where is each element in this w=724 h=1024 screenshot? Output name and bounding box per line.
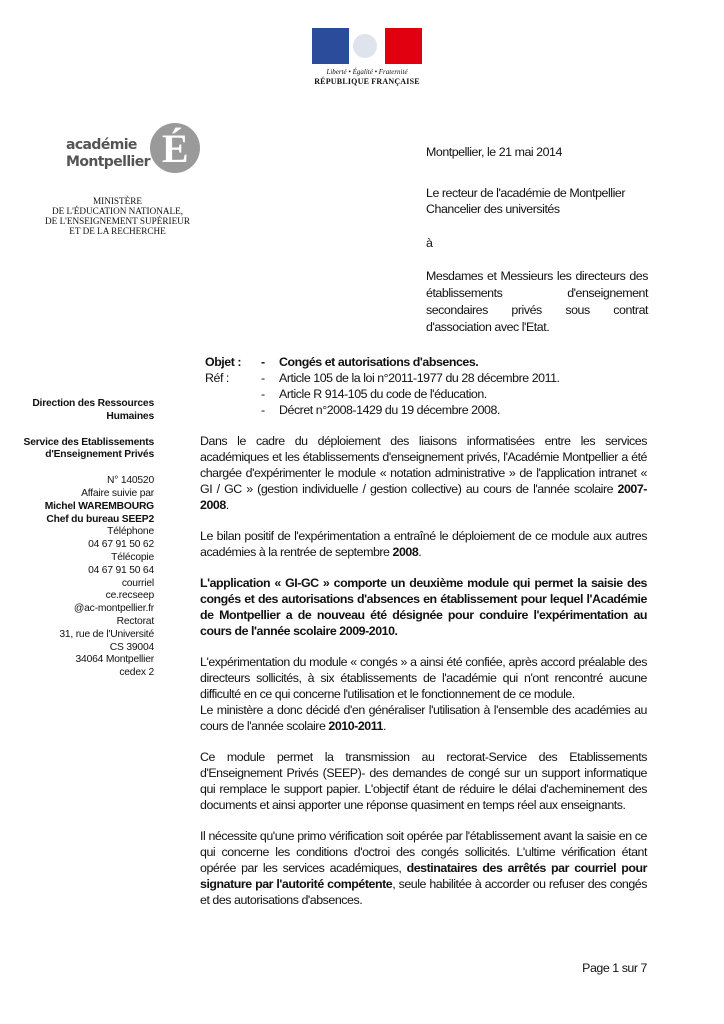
place-date: Montpellier, le 21 mai 2014	[426, 145, 562, 159]
objet: Congés et autorisations d'absences.	[279, 355, 479, 369]
ministry-line: ET DE LA RECHERCHE	[69, 226, 166, 236]
contact-title: Chef du bureau SEEP2	[46, 513, 154, 525]
email[interactable]: ce.recseep	[105, 590, 154, 602]
reference-number: N° 140520	[107, 475, 154, 487]
letter-body	[200, 354, 647, 908]
contact-name: Michel WAREMBOURG	[44, 500, 154, 512]
paragraph-6	[200, 828, 647, 908]
dash: -	[261, 403, 265, 417]
year: 2010-2011	[328, 719, 383, 733]
text: .	[225, 498, 229, 512]
year: 2008	[392, 545, 419, 559]
service: d'Enseignement Privés	[45, 449, 154, 461]
reference: Article 105 de la loi n°2011-1977 du 28 décembre 2011.	[279, 371, 560, 385]
contact-line: Télécopie	[111, 551, 154, 563]
address-line: Rectorat	[116, 615, 154, 627]
phone: 04 67 91 50 62	[88, 539, 154, 551]
republic-name: RÉPUBLIQUE FRANÇAISE	[314, 77, 420, 86]
reference: Article R 914-105 du code de l'éducation.	[279, 387, 487, 401]
sender-line: Le recteur de l'académie de Montpellier	[426, 186, 626, 200]
direction: Humaines	[106, 410, 154, 422]
service: Service des Etablissements	[23, 436, 154, 448]
recipient-block	[426, 144, 648, 336]
paragraph-2	[200, 528, 647, 560]
to: à	[426, 236, 433, 250]
academie-montpellier-logo: académie Montpellier É	[66, 115, 200, 187]
page-number: Page 1 sur 7	[582, 961, 647, 975]
text: .	[418, 545, 422, 559]
fax: 04 67 91 50 64	[88, 564, 154, 576]
text: .	[382, 719, 386, 733]
text: destinataires des arrêtés par courriel pour signature par l'autorité compétente	[200, 861, 648, 891]
ministry-line: DE L'ENSEIGNEMENT SUPÉRIEUR	[45, 216, 190, 226]
ministry-name	[40, 196, 195, 236]
republique-francaise-logo	[312, 28, 422, 92]
paragraph-1	[200, 433, 647, 513]
ministry-line: DE L'ÉDUCATION NATIONALE,	[51, 206, 184, 216]
paragraph-5: Ce module permet la transmission au rectorat-Service des Etablissements d'Enseignement Privés (SEEP)- des demandes de congé sur un support informatique qui remplace le support papier. L'objectif étant de réduire le délai d'acheminement des documents et ainsi apporter une réponse quasiment en temps réel aux enseignants.	[200, 750, 647, 812]
sender-line: Chancelier des universités	[426, 202, 560, 216]
dash: -	[261, 387, 265, 401]
paragraph-3: L'application « GI-GC » comporte un deuxième module qui permet la saisie des congés et des autorisations d'absences en établissement pour lequel l'Académie de Montpellier a de nouveau été désignée pour conduire l'expérimentation au cours de l'année scolaire 2009-2010.	[200, 576, 647, 638]
addressees: Mesdames et Messieurs les directeurs des établissements d'enseignement secondaires privés sous contrat d'association avec l'Etat.	[426, 269, 648, 334]
address-line: 34064 Montpellier	[75, 654, 154, 666]
text: Il nécessite qu'une primo vérification soit opérée par l'établissement avant la saisie en ce qui concerne les conditions d'octroi des congés sollicités. L'ultime vérification étant opérée par les services académiques,	[200, 829, 647, 875]
text: L'expérimentation du module « congés » a ainsi été confiée, après accord préalable des directeurs sollicités, à six établissements de l'académie qui n'ont rencontré aucune difficulté en ce qui concerne l'utilisation et le fonctionnement de ce module.	[200, 655, 647, 701]
motto: Liberté • Égalité • Fraternité	[326, 68, 408, 76]
direction: Direction des Ressources	[32, 398, 154, 409]
address-line: CS 39004	[109, 641, 154, 653]
address-line: 31, rue de l'Université	[59, 628, 154, 640]
email[interactable]: @ac-montpellier.fr	[73, 603, 154, 615]
contact-line: courriel	[121, 577, 154, 589]
text: Dans le cadre du déploiement des liaisons informatisées entre les services académiques et les établissements d'enseignement privés, l'Académie Montpellier a été chargée d'expérimenter le module « notation administrative » de l'application intranet « GI / GC » (gestion individuelle / gestion collective) au cours de l'année scolaire	[200, 434, 647, 496]
sender	[426, 185, 648, 217]
followed-by: Affaire suivie par	[81, 487, 154, 499]
text: , seule habilitée à accorder ou refuser des congés et des autorisations d'absences.	[200, 877, 647, 907]
reference: Décret n°2008-1429 du 19 décembre 2008.	[279, 403, 500, 417]
text: Le ministère a donc décidé d'en généraliser l'utilisation à l'ensemble des académies au cours de l'année scolaire	[200, 703, 647, 733]
objet-label: Objet :	[205, 355, 242, 369]
subject-block	[200, 354, 647, 418]
ref-label: Réf :	[205, 371, 229, 385]
dash: -	[261, 355, 265, 369]
text: Le bilan positif de l'expérimentation a entraîné le déploiement de ce module aux autres académies à la rentrée de septembre	[200, 529, 647, 559]
year: 2007-2008	[200, 482, 647, 512]
contact-line: Téléphone	[107, 526, 154, 538]
dash: -	[261, 371, 265, 385]
marianne-flag-icon	[312, 28, 422, 64]
address-line: cedex 2	[119, 667, 154, 679]
paragraph-4	[200, 654, 647, 734]
sender-sidebar	[20, 398, 154, 680]
ministry-line: MINISTÈRE	[93, 196, 142, 206]
